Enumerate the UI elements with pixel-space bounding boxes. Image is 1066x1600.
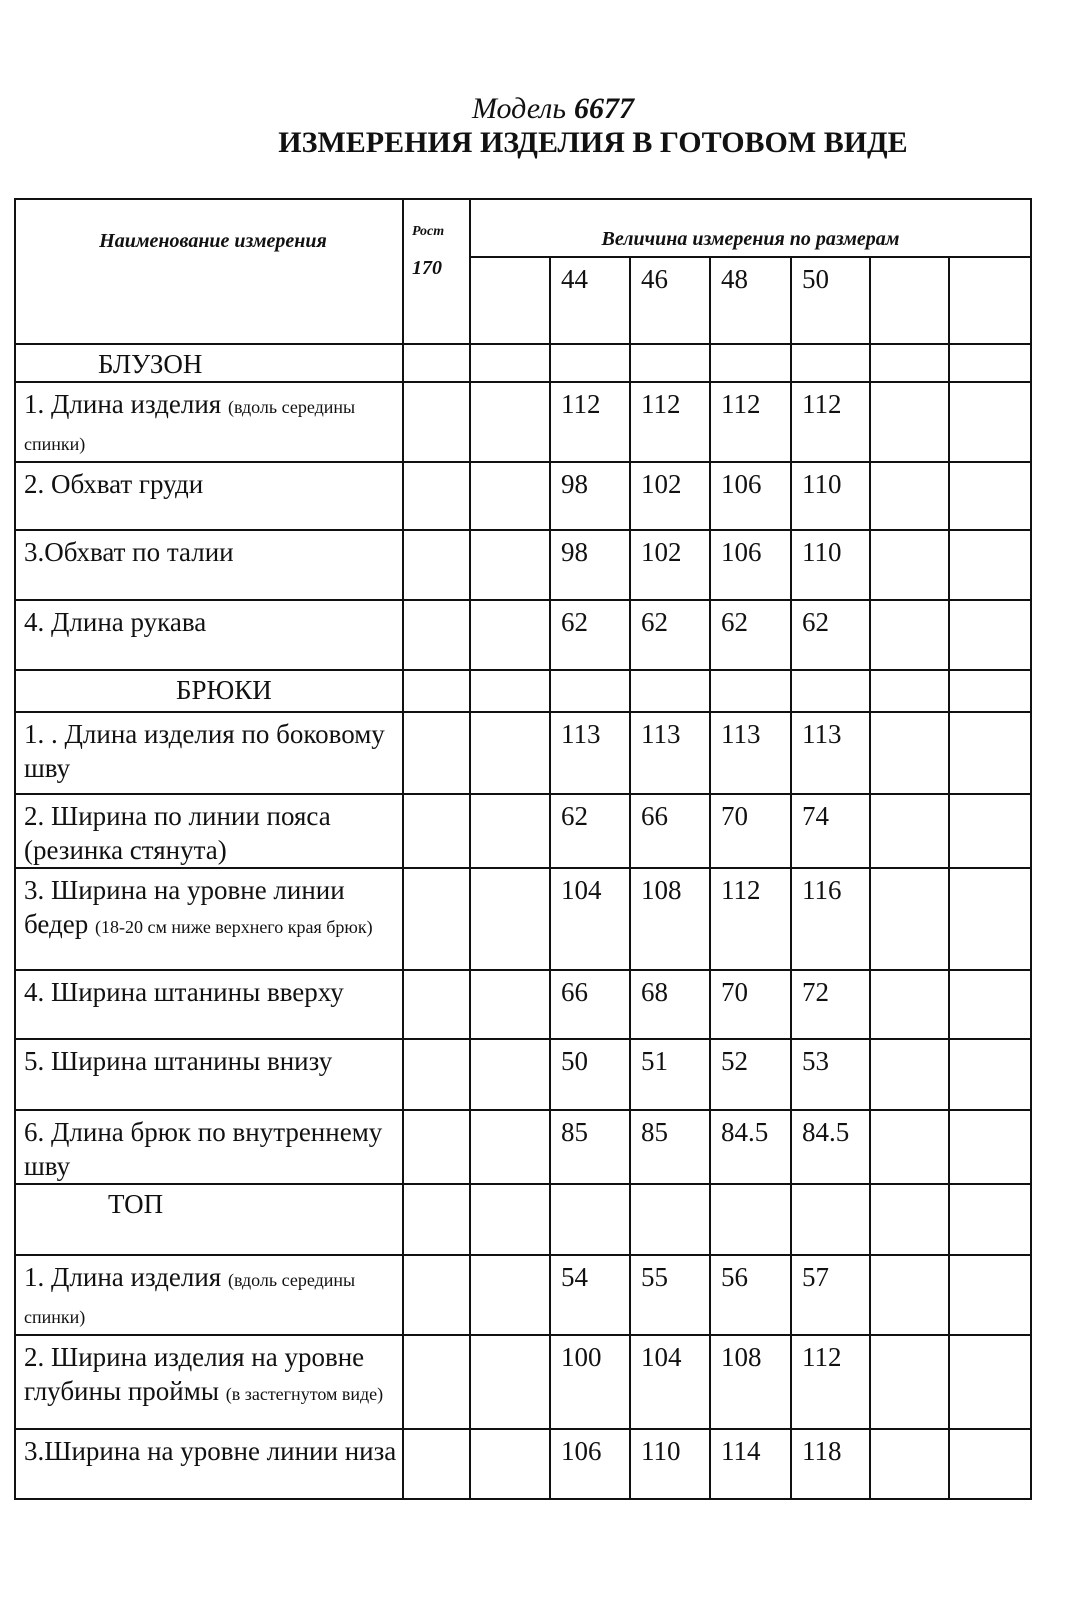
value-cell: 98 (550, 462, 630, 530)
empty-cell (403, 382, 470, 462)
value-cell: 108 (710, 1335, 791, 1429)
empty-cell (630, 344, 710, 382)
table-row (15, 970, 1031, 1039)
value-cell: 70 (710, 970, 791, 1039)
empty-cell (870, 1255, 949, 1335)
document-title: ИЗМЕРЕНИЯ ИЗДЕЛИЯ В ГОТОВОМ ВИДЕ (278, 126, 908, 159)
empty-cell (949, 1335, 1031, 1429)
size-cell: 44 (550, 257, 630, 344)
value-cell: 74 (791, 794, 870, 868)
empty-cell (949, 794, 1031, 868)
empty-cell (949, 1039, 1031, 1110)
measurement-label: 3.Обхват по талии (24, 537, 234, 567)
value-cell: 102 (630, 462, 710, 530)
rost-label: Рост (412, 224, 445, 239)
empty-cell (403, 344, 470, 382)
size-empty-cell (870, 257, 949, 344)
measurement-note: (18-20 см ниже верхнего края брюк) (94, 917, 373, 937)
empty-cell (550, 344, 630, 382)
measurement-label: 4. Ширина штанины вверху (24, 977, 344, 1007)
empty-cell (630, 670, 710, 712)
value-cell: 106 (550, 1429, 630, 1499)
empty-cell (470, 1255, 550, 1335)
value-cell: 66 (550, 970, 630, 1039)
empty-cell (470, 794, 550, 868)
value-cell: 112 (791, 1335, 870, 1429)
size-empty-cell (470, 257, 550, 344)
empty-cell (949, 1255, 1031, 1335)
value-cell: 62 (630, 600, 710, 670)
empty-cell (870, 712, 949, 794)
empty-cell (470, 600, 550, 670)
empty-cell (870, 530, 949, 600)
empty-cell (470, 1184, 550, 1255)
empty-cell (710, 1184, 791, 1255)
value-cell: 104 (550, 868, 630, 970)
empty-cell (470, 1429, 550, 1499)
value-cell: 98 (550, 530, 630, 600)
value-cell: 50 (550, 1039, 630, 1110)
value-cell: 108 (630, 868, 710, 970)
section-row (15, 1184, 1031, 1255)
table-row (15, 462, 1031, 530)
column-header-name: Наименование измерения (15, 199, 403, 344)
table-row (15, 794, 1031, 868)
value-cell: 112 (710, 382, 791, 462)
empty-cell (949, 344, 1031, 382)
measurement-note: (в застегнутом виде) (225, 1384, 384, 1404)
empty-cell (470, 382, 550, 462)
value-cell: 113 (791, 712, 870, 794)
empty-cell (470, 1335, 550, 1429)
empty-cell (470, 868, 550, 970)
value-cell: 113 (550, 712, 630, 794)
measurement-label: 1. . Длина изделия по боковому шву (24, 719, 385, 783)
measurement-label: 5. Ширина штанины внизу (24, 1046, 333, 1076)
value-cell: 54 (550, 1255, 630, 1335)
value-cell: 116 (791, 868, 870, 970)
value-cell: 112 (630, 382, 710, 462)
measurement-label: 1. Длина изделия (24, 389, 222, 419)
empty-cell (403, 600, 470, 670)
empty-cell (550, 1184, 630, 1255)
empty-cell (470, 670, 550, 712)
value-cell: 51 (630, 1039, 710, 1110)
empty-cell (403, 970, 470, 1039)
value-cell: 53 (791, 1039, 870, 1110)
empty-cell (949, 600, 1031, 670)
value-cell: 57 (791, 1255, 870, 1335)
value-cell: 56 (710, 1255, 791, 1335)
value-cell: 62 (550, 600, 630, 670)
empty-cell (470, 1110, 550, 1184)
empty-cell (870, 382, 949, 462)
table-row (15, 600, 1031, 670)
empty-cell (870, 344, 949, 382)
value-cell: 110 (791, 462, 870, 530)
empty-cell (403, 530, 470, 600)
measurement-name (15, 1335, 403, 1429)
measurement-label: 3.Ширина на уровне линии низа (24, 1436, 397, 1466)
measurement-name (15, 1110, 403, 1184)
measurement-name (15, 1429, 403, 1499)
table-row (15, 712, 1031, 794)
empty-cell (710, 344, 791, 382)
measurement-label: 6. Длина брюк по внутреннему шву (24, 1117, 383, 1181)
empty-cell (949, 382, 1031, 462)
value-cell: 52 (710, 1039, 791, 1110)
model-label: Модель (471, 92, 566, 125)
value-cell: 85 (630, 1110, 710, 1184)
value-cell: 102 (630, 530, 710, 600)
empty-cell (470, 712, 550, 794)
measurement-label: 2. Ширина изделия на уровне глубины проймы (24, 1342, 365, 1406)
model-line (0, 92, 1066, 126)
empty-cell (949, 1429, 1031, 1499)
value-cell: 72 (791, 970, 870, 1039)
value-cell: 62 (791, 600, 870, 670)
empty-cell (470, 970, 550, 1039)
value-cell: 62 (710, 600, 791, 670)
value-cell: 85 (550, 1110, 630, 1184)
empty-cell (403, 1184, 470, 1255)
size-cell: 46 (630, 257, 710, 344)
table-row (15, 1255, 1031, 1335)
value-cell: 112 (550, 382, 630, 462)
measurement-name (15, 1039, 403, 1110)
empty-cell (403, 1255, 470, 1335)
value-cell: 68 (630, 970, 710, 1039)
measurement-name (15, 382, 403, 462)
empty-cell (403, 1110, 470, 1184)
measurement-label: 1. Длина изделия (24, 1262, 222, 1292)
value-cell: 100 (550, 1335, 630, 1429)
empty-cell (870, 1039, 949, 1110)
measurement-label: 4. Длина рукава (24, 607, 207, 637)
value-cell: 114 (710, 1429, 791, 1499)
empty-cell (949, 1184, 1031, 1255)
section-row (15, 344, 1031, 382)
empty-cell (710, 670, 791, 712)
empty-cell (470, 462, 550, 530)
table-row (15, 382, 1031, 462)
value-cell: 113 (710, 712, 791, 794)
column-header-values: Величина измерения по размерам (470, 199, 1031, 257)
empty-cell (403, 1335, 470, 1429)
measurement-label: 3. Ширина на уровне линии бедер (24, 875, 345, 939)
empty-cell (870, 1184, 949, 1255)
empty-cell (403, 1429, 470, 1499)
empty-cell (870, 1335, 949, 1429)
empty-cell (949, 530, 1031, 600)
value-cell: 110 (791, 530, 870, 600)
section-title: БРЮКИ (15, 670, 403, 712)
empty-cell (870, 1429, 949, 1499)
table-row (15, 1039, 1031, 1110)
measurement-name (15, 868, 403, 970)
value-cell: 104 (630, 1335, 710, 1429)
empty-cell (470, 344, 550, 382)
value-cell: 55 (630, 1255, 710, 1335)
value-cell: 84.5 (710, 1110, 791, 1184)
empty-cell (870, 970, 949, 1039)
value-cell: 106 (710, 462, 791, 530)
size-empty-cell (949, 257, 1031, 344)
empty-cell (550, 670, 630, 712)
measurement-name (15, 600, 403, 670)
value-cell: 84.5 (791, 1110, 870, 1184)
value-cell: 112 (710, 868, 791, 970)
empty-cell (870, 600, 949, 670)
empty-cell (403, 462, 470, 530)
empty-cell (630, 1184, 710, 1255)
measurement-name (15, 530, 403, 600)
table-row (15, 530, 1031, 600)
empty-cell (791, 344, 870, 382)
measurement-label: 2. Обхват груди (24, 469, 204, 499)
measurement-note: (вдоль середины спинки) (24, 1270, 356, 1327)
header-row (15, 199, 1031, 257)
value-cell: 70 (710, 794, 791, 868)
value-cell: 110 (630, 1429, 710, 1499)
value-cell: 106 (710, 530, 791, 600)
empty-cell (870, 794, 949, 868)
value-cell: 113 (630, 712, 710, 794)
empty-cell (791, 1184, 870, 1255)
table-row (15, 1335, 1031, 1429)
section-title: ТОП (15, 1184, 403, 1255)
empty-cell (403, 794, 470, 868)
empty-cell (949, 670, 1031, 712)
empty-cell (470, 1039, 550, 1110)
empty-cell (949, 1110, 1031, 1184)
value-cell: 118 (791, 1429, 870, 1499)
empty-cell (870, 868, 949, 970)
section-title: БЛУЗОН (15, 344, 403, 382)
table-row (15, 1110, 1031, 1184)
size-cell: 50 (791, 257, 870, 344)
value-cell: 66 (630, 794, 710, 868)
rost-value: 170 (412, 257, 442, 279)
measurement-name (15, 794, 403, 868)
measurements-table (14, 198, 1032, 1500)
empty-cell (403, 670, 470, 712)
empty-cell (870, 462, 949, 530)
empty-cell (949, 462, 1031, 530)
measurement-name (15, 1255, 403, 1335)
section-row (15, 670, 1031, 712)
empty-cell (949, 712, 1031, 794)
empty-cell (949, 970, 1031, 1039)
size-cell: 48 (710, 257, 791, 344)
empty-cell (403, 868, 470, 970)
value-cell: 62 (550, 794, 630, 868)
measurement-name (15, 712, 403, 794)
model-number: 6677 (574, 92, 634, 125)
empty-cell (949, 868, 1031, 970)
empty-cell (791, 670, 870, 712)
measurement-label: 2. Ширина по линии пояса (резинка стянута) (24, 801, 331, 865)
measurement-note: (вдоль середины спинки) (24, 397, 356, 454)
measurement-name (15, 970, 403, 1039)
measurement-name (15, 462, 403, 530)
empty-cell (870, 670, 949, 712)
table-body (15, 199, 1031, 1499)
empty-cell (470, 530, 550, 600)
table-row (15, 1429, 1031, 1499)
empty-cell (870, 1110, 949, 1184)
column-header-rost (403, 199, 470, 344)
empty-cell (403, 712, 470, 794)
table-row (15, 868, 1031, 970)
empty-cell (403, 1039, 470, 1110)
value-cell: 112 (791, 382, 870, 462)
